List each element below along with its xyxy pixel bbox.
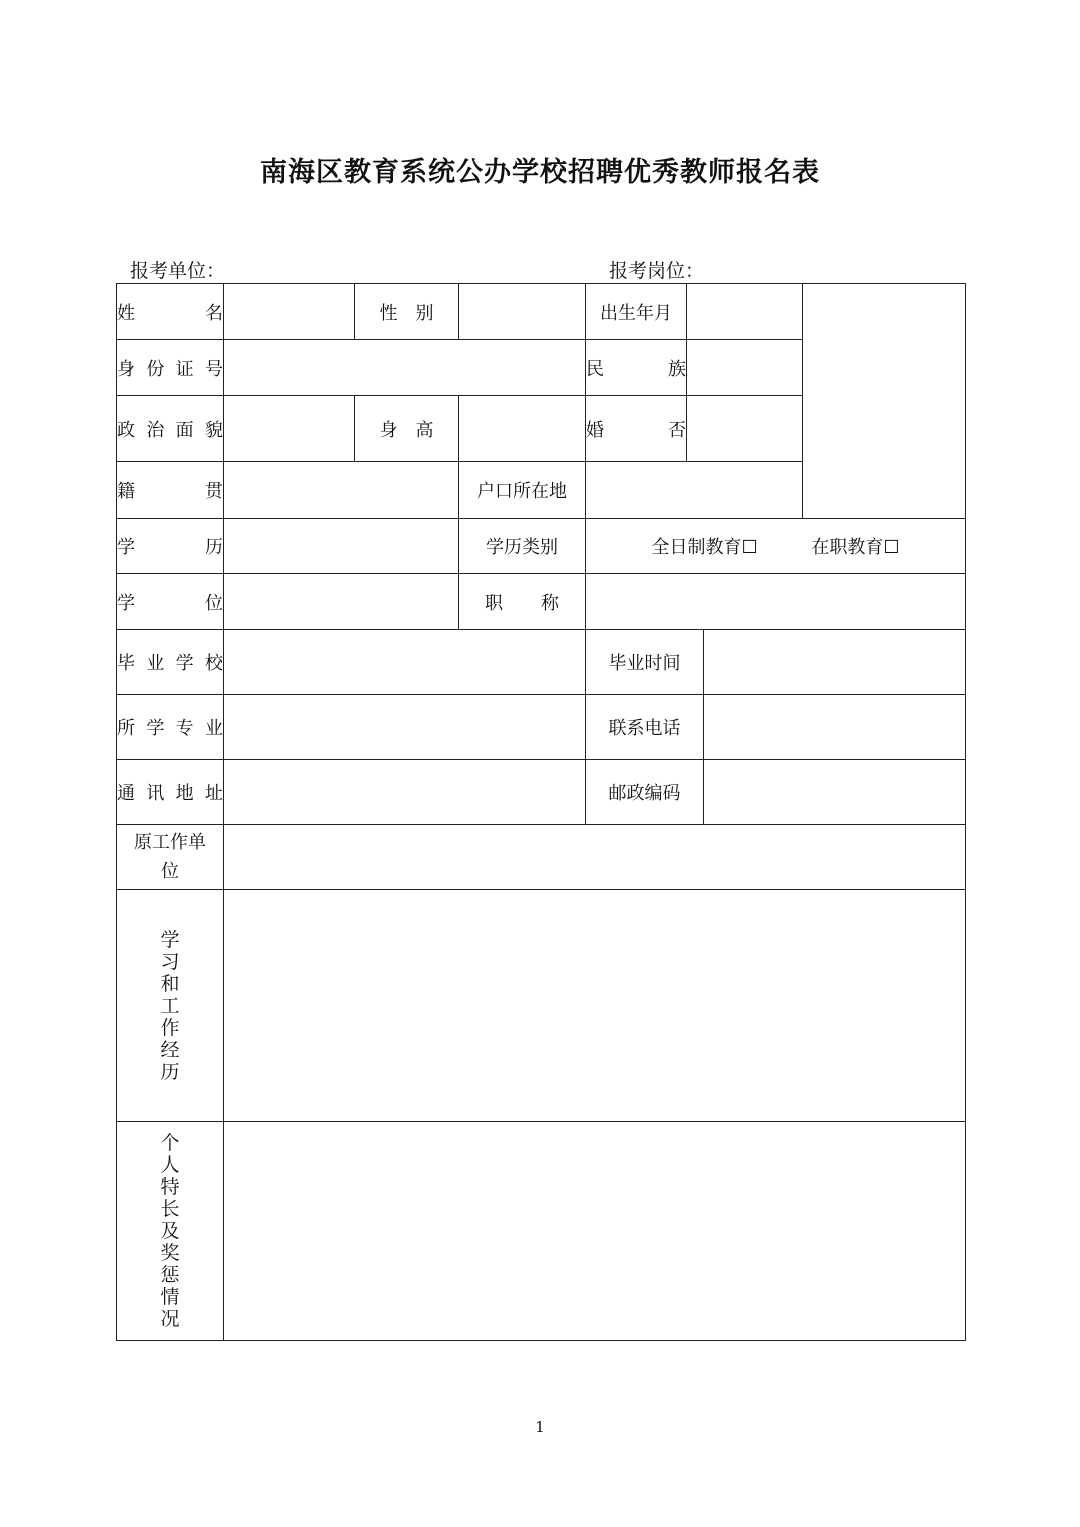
major-label: 所学专业	[117, 695, 224, 760]
marital-label: 婚 否	[586, 396, 687, 462]
degree-label: 学 位	[117, 574, 224, 630]
grad-time-field[interactable]	[704, 630, 966, 695]
political-field[interactable]	[224, 396, 355, 462]
phone-label: 联系电话	[586, 695, 704, 760]
address-field[interactable]	[224, 760, 586, 825]
birth-field[interactable]	[687, 284, 803, 340]
table-row	[117, 284, 966, 340]
address-label: 通讯地址	[117, 760, 224, 825]
major-field[interactable]	[224, 695, 586, 760]
education-label: 学 历	[117, 519, 224, 574]
political-label: 政治面貌	[117, 396, 224, 462]
page-number: 1	[535, 1418, 545, 1436]
experience-field[interactable]	[224, 890, 966, 1122]
table-row	[117, 1122, 966, 1341]
experience-label: 学习和工作经历	[160, 928, 180, 1083]
native-place-field[interactable]	[224, 462, 459, 519]
post-label: 报考岗位：	[609, 260, 705, 282]
school-label: 毕业学校	[117, 630, 224, 695]
degree-field[interactable]	[224, 574, 459, 630]
phone-field[interactable]	[704, 695, 966, 760]
ethnicity-label: 民 族	[586, 340, 687, 396]
ethnicity-field[interactable]	[687, 340, 803, 396]
id-number-label: 身份证号	[117, 340, 224, 396]
table-row	[117, 574, 966, 630]
unit-label: 报考单位：	[130, 260, 226, 282]
former-employer-field[interactable]	[224, 825, 966, 890]
native-place-label: 籍 贯	[117, 462, 224, 519]
education-field[interactable]	[224, 519, 459, 574]
id-number-field[interactable]	[224, 340, 586, 396]
title-rank-field[interactable]	[586, 574, 966, 630]
table-row	[117, 519, 966, 574]
marital-field[interactable]	[687, 396, 803, 462]
hukou-field[interactable]	[586, 462, 803, 519]
specialty-field[interactable]	[224, 1122, 966, 1341]
gender-label: 性 别	[355, 284, 459, 340]
postcode-label: 邮政编码	[586, 760, 704, 825]
specialty-label-cell	[117, 1122, 224, 1341]
hukou-label: 户口所在地	[459, 462, 586, 519]
school-field[interactable]	[224, 630, 586, 695]
parttime-option[interactable]: 在职教育☐	[811, 537, 900, 558]
table-row	[117, 630, 966, 695]
specialty-label: 个人特长及奖惩情况	[160, 1132, 180, 1330]
name-label: 姓 名	[117, 284, 224, 340]
height-label: 身 高	[355, 396, 459, 462]
title-rank-label: 职 称	[459, 574, 586, 630]
registration-table	[116, 283, 966, 1341]
postcode-field[interactable]	[704, 760, 966, 825]
experience-label-cell	[117, 890, 224, 1122]
form-title: 南海区教育系统公办学校招聘优秀教师报名表	[260, 157, 820, 188]
birth-label: 出生年月	[586, 284, 687, 340]
edu-type-label: 学历类别	[459, 519, 586, 574]
edu-type-options	[586, 519, 966, 574]
table-row	[117, 695, 966, 760]
photo-box[interactable]	[803, 284, 966, 519]
former-employer-label: 原工作单位	[117, 825, 224, 890]
table-row	[117, 760, 966, 825]
gender-field[interactable]	[459, 284, 586, 340]
fulltime-option[interactable]: 全日制教育☐	[651, 537, 758, 558]
table-row	[117, 890, 966, 1122]
height-field[interactable]	[459, 396, 586, 462]
table-row	[117, 825, 966, 890]
name-field[interactable]	[224, 284, 355, 340]
grad-time-label: 毕业时间	[586, 630, 704, 695]
